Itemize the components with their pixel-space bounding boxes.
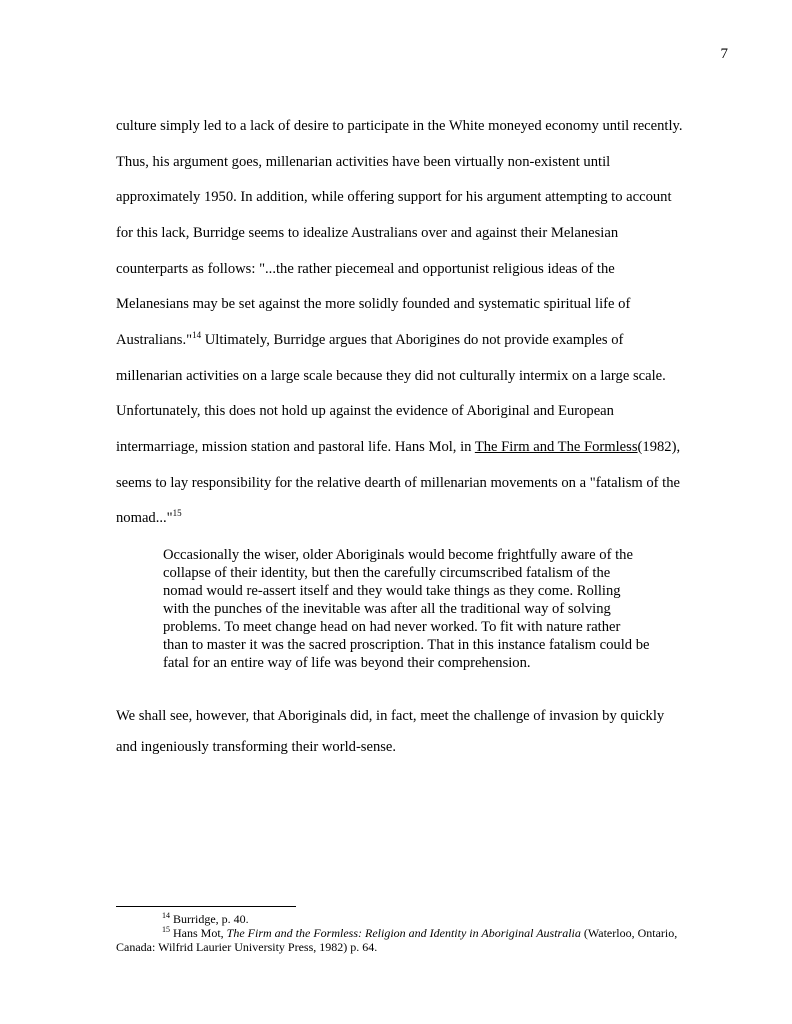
paragraph-line: approximately 1950. In addition, while offering support for his argument attempting to account xyxy=(116,189,672,205)
quote-line: than to master it was the sacred proscription. That in this instance fatalism could be xyxy=(163,637,650,653)
footnote-number: 15 xyxy=(162,925,170,934)
footnote-15-continued: Canada: Wilfrid Laurier University Press, 1982) p. 64. xyxy=(116,940,378,954)
book-title: The Firm and The Formless xyxy=(474,439,638,455)
footnotes xyxy=(116,912,716,954)
quote-line: Occasionally the wiser, older Aboriginals would become frightfully aware of the xyxy=(163,547,633,563)
footnote-number: 14 xyxy=(162,911,170,920)
quote-line: problems. To meet change head on had never worked. To fit with nature rather xyxy=(163,619,621,635)
block-quote xyxy=(163,546,693,672)
main-paragraph xyxy=(116,118,724,538)
paragraph-line: Unfortunately, this does not hold up against the evidence of Aboriginal and European xyxy=(116,403,614,419)
footnote-ref-14[interactable]: 14 xyxy=(192,330,202,341)
paragraph-line xyxy=(116,510,182,527)
text-segment: nomad..." xyxy=(116,510,173,526)
quote-line: nomad would re-assert itself and they would take things as they come. Rolling xyxy=(163,583,621,599)
footnote-text: Hans Mot, xyxy=(170,926,227,940)
footnote-text: (Waterloo, Ontario, xyxy=(580,926,678,940)
closing-paragraph xyxy=(116,708,724,768)
footnote-ref-15[interactable]: 15 xyxy=(172,508,182,519)
quote-line: collapse of their identity, but then the carefully circumscribed fatalism of the xyxy=(163,565,611,581)
quote-line: fatal for an entire way of life was beyond their comprehension. xyxy=(163,655,531,671)
paragraph-line: We shall see, however, that Aboriginals did, in fact, meet the challenge of invasion by quickly xyxy=(116,708,665,724)
page-number: 7 xyxy=(720,46,728,62)
paragraph-line: Melanesians may be set against the more solidly founded and systematic spiritual life of xyxy=(116,296,631,312)
footnote-separator xyxy=(116,906,296,907)
paragraph-line: and ingeniously transforming their world-sense. xyxy=(116,739,397,755)
paragraph-line xyxy=(116,332,623,349)
paragraph-line: counterparts as follows: "...the rather piecemeal and opportunist religious ideas of the xyxy=(116,261,615,277)
text-segment: Ultimately, Burridge argues that Aborigines do not provide examples of xyxy=(201,332,624,348)
paragraph-line xyxy=(116,439,680,456)
paragraph-line: seems to lay responsibility for the relative dearth of millenarian movements on a "fatalism of the xyxy=(116,475,681,491)
text-segment: (1982), xyxy=(637,439,681,455)
paragraph-line: Thus, his argument goes, millenarian activities have been virtually non-existent until xyxy=(116,154,611,170)
footnote-text: Burridge, p. 40. xyxy=(170,912,249,926)
paragraph-line: millenarian activities on a large scale because they did not culturally intermix on a large scale. xyxy=(116,368,666,384)
footnote-14 xyxy=(116,912,716,926)
paragraph-line: for this lack, Burridge seems to idealize Australians over and against their Melanesian xyxy=(116,225,619,241)
text-segment: Australians." xyxy=(116,332,193,348)
text-segment: intermarriage, mission station and pastoral life. Hans Mol, in xyxy=(116,439,475,455)
quote-line: with the punches of the inevitable was after all the traditional way of solving xyxy=(163,601,611,617)
footnote-book-title: The Firm and the Formless: Religion and Identity in Aboriginal Australia xyxy=(226,926,581,940)
paragraph-line: culture simply led to a lack of desire to participate in the White moneyed economy until recently. xyxy=(116,118,683,134)
footnote-15 xyxy=(116,926,716,940)
